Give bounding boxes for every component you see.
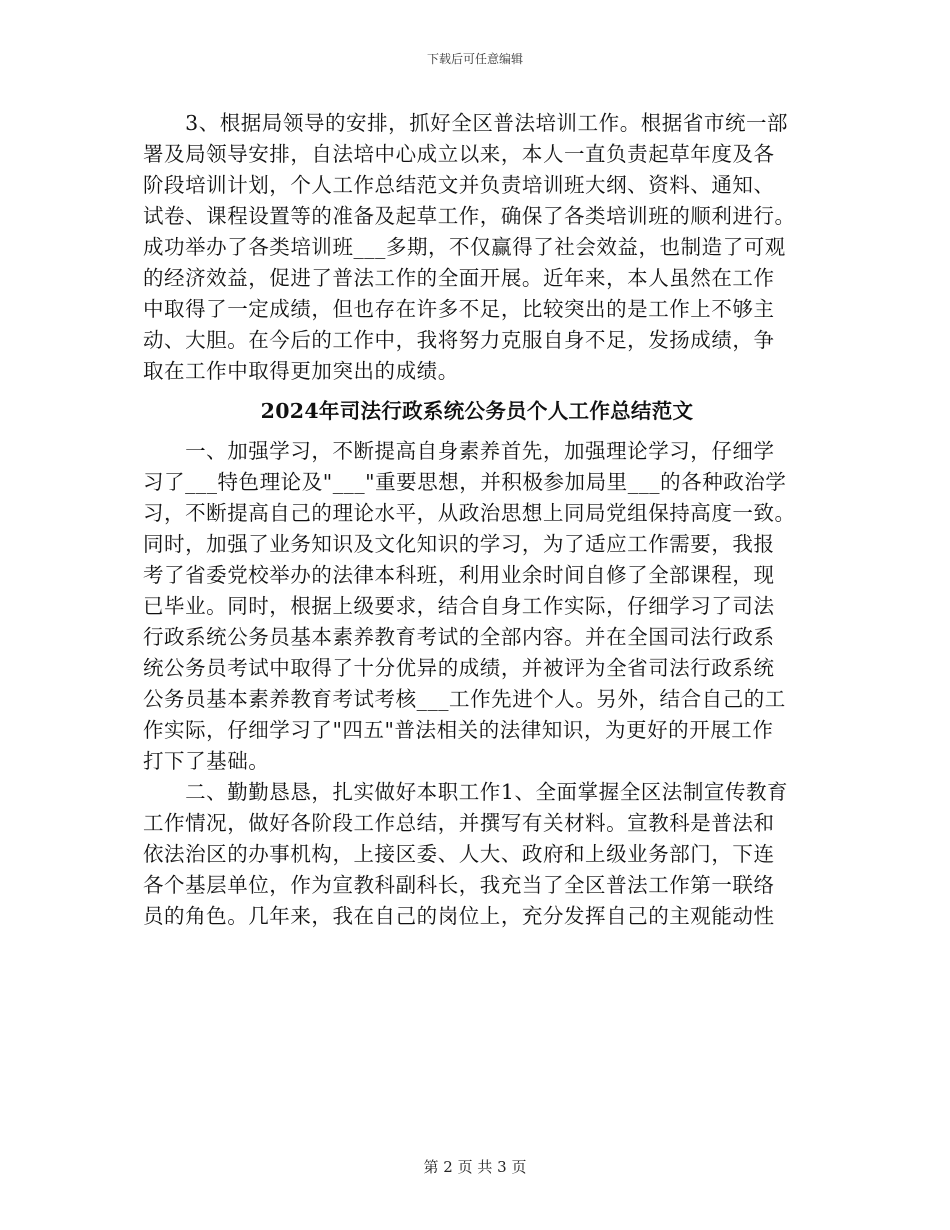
text-line: 依法治区的办事机构，上接区委、人大、政府和上级业务部门，下连 <box>143 842 775 866</box>
text-line: 二、勤勤恳恳，扎实做好本职工作1、全面掌握全区法制宣传教育 <box>143 780 789 804</box>
text-line: 试卷、课程设置等的准备及起草工作，确保了各类培训班的顺利进行。 <box>143 204 796 228</box>
text-line: 中取得了一定成绩，但也存在许多不足，比较突出的是工作上不够主 <box>143 297 775 321</box>
text-line: 成功举办了各类培训班___多期，不仅赢得了社会效益，也制造了可观 <box>143 235 786 259</box>
text-line: 3、根据局领导的安排，抓好全区普法培训工作。根据省市统一部 <box>143 111 789 135</box>
text-line: 的经济效益，促进了普法工作的全面开展。近年来，本人虽然在工作 <box>143 266 775 290</box>
paragraph-study <box>143 436 811 777</box>
document-title: 2024年司法行政系统公务员个人工作总结范文 <box>260 399 694 423</box>
text-line: 署及局领导安排，自法培中心成立以来，本人一直负责起草年度及各 <box>143 142 775 166</box>
document-body <box>143 108 811 932</box>
text-line: 动、大胆。在今后的工作中，我将努力克服自身不足，发扬成绩，争 <box>143 328 775 352</box>
paragraph-diligent-work <box>143 777 811 932</box>
text-line: 习了___特色理论及"___"重要思想，并积极参加局里___的各种政治学 <box>143 470 787 494</box>
page-header: 下载后可任意编辑 <box>426 52 523 66</box>
text-line: 行政系统公务员基本素养教育考试的全部内容。并在全国司法行政系 <box>143 625 775 649</box>
text-line: 一、加强学习，不断提高自身素养首先，加强理论学习，仔细学 <box>143 439 775 463</box>
text-line: 取在工作中取得更加突出的成绩。 <box>143 359 459 383</box>
text-line: 打下了基础。 <box>143 749 270 773</box>
text-line: 同时，加强了业务知识及文化知识的学习，为了适应工作需要，我报 <box>143 532 775 556</box>
text-line: 考了省委党校举办的法律本科班，利用业余时间自修了全部课程，现 <box>143 563 775 587</box>
text-line: 员的角色。几年来，我在自己的岗位上，充分发挥自己的主观能动性 <box>143 904 775 928</box>
paragraph-training-work <box>143 108 811 387</box>
text-line: 作实际，仔细学习了"四五"普法相关的法律知识，为更好的开展工作 <box>143 718 774 742</box>
text-line: 统公务员考试中取得了十分优异的成绩，并被评为全省司法行政系统 <box>143 656 775 680</box>
page-footer: 第 2 页 共 3 页 <box>423 1158 527 1176</box>
text-line: 已毕业。同时，根据上级要求，结合自身工作实际，仔细学习了司法 <box>143 594 775 618</box>
text-line: 各个基层单位，作为宣教科副科长，我充当了全区普法工作第一联络 <box>143 873 775 897</box>
text-line: 公务员基本素养教育考试考核___工作先进个人。另外，结合自己的工 <box>143 687 786 711</box>
text-line: 工作情况，做好各阶段工作总结，并撰写有关材料。宣教科是普法和 <box>143 811 775 835</box>
text-line: 习，不断提高自己的理论水平，从政治思想上同局党组保持高度一致。 <box>143 501 796 525</box>
text-line: 阶段培训计划，个人工作总结范文并负责培训班大纲、资料、通知、 <box>143 173 775 197</box>
